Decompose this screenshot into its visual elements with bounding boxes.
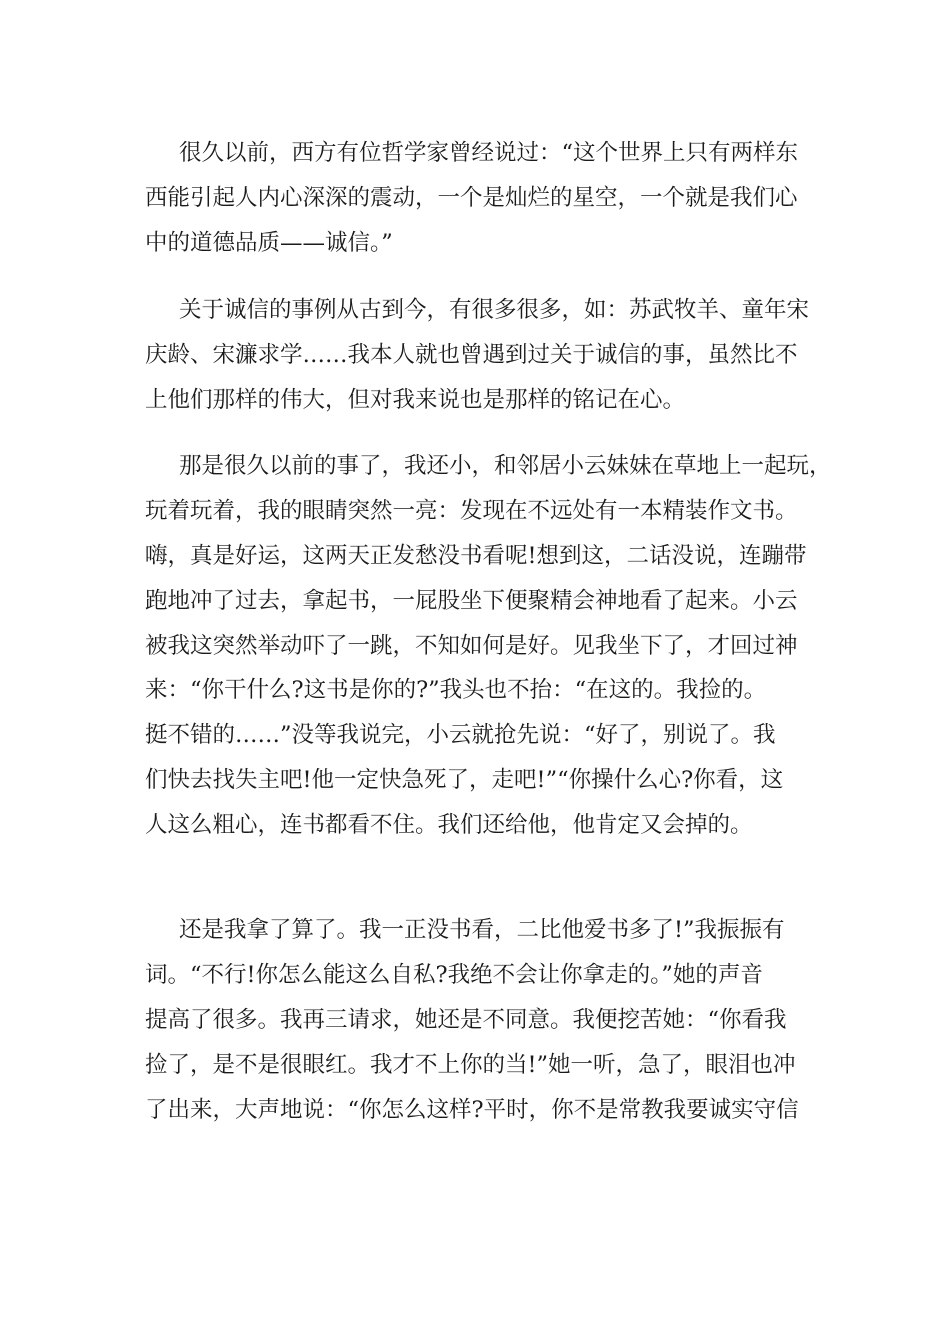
text-line: 西能引起人内心深深的震动，一个是灿烂的星空，一个就是我们心 xyxy=(145,184,798,211)
text-line: 那是很久以前的事了，我还小，和邻居小云妹妹在草地上一起玩， xyxy=(179,453,832,479)
text-line: 跑地冲了过去，拿起书，一屁股坐下便聚精会神地看了起来。小云 xyxy=(145,587,798,614)
text-line: 嗨，真是好运，这两天正发愁没书看呢!想到这，二话没说，连蹦带 xyxy=(145,542,807,569)
paragraph-1 xyxy=(145,131,815,266)
text-line: 玩着玩着，我的眼睛突然一亮：发现在不远处有一本精装作文书。 xyxy=(145,497,798,524)
text-line: 们快去找失主吧!他一定快急死了，走吧!”“你操什么心?你看，这 xyxy=(145,767,784,794)
text-line: 很久以前，西方有位哲学家曾经说过：“这个世界上只有两样东 xyxy=(179,140,799,166)
text-line: 提高了很多。我再三请求，她还是不同意。我便挖苦她：“你看我 xyxy=(145,1006,787,1033)
text-line: 中的道德品质——诚信。” xyxy=(145,229,393,256)
text-line: 来：“你干什么?这书是你的?”我头也不抬：“在这的。我捡的。 xyxy=(145,677,767,704)
text-line: 庆龄、宋濂求学……我本人就也曾遇到过关于诚信的事，虽然比不 xyxy=(145,341,798,368)
text-line: 捡了，是不是很眼红。我才不上你的当!”她一听，急了，眼泪也冲 xyxy=(145,1051,796,1078)
text-line: 了出来，大声地说：“你怎么这样?平时，你不是常教我要诚实守信 xyxy=(145,1096,799,1123)
text-line: 上他们那样的伟大，但对我来说也是那样的铭记在心。 xyxy=(145,386,686,413)
text-line: 人这么粗心，连书都看不住。我们还给他，他肯定又会掉的。 xyxy=(145,812,753,839)
paragraph-3 xyxy=(145,444,832,848)
paragraph-2 xyxy=(145,288,815,423)
paragraph-4 xyxy=(145,908,815,1132)
text-line: 还是我拿了算了。我一正没书看，二比他爱书多了!”我振振有 xyxy=(179,917,785,943)
text-line: 挺不错的……”没等我说完，小云就抢先说：“好了，别说了。我 xyxy=(145,722,776,749)
text-line: 被我这突然举动吓了一跳，不知如何是好。见我坐下了，才回过神 xyxy=(145,632,798,659)
text-line: 词。“不行!你怎么能这么自私?我绝不会让你拿走的。”她的声音 xyxy=(145,961,763,988)
text-line: 关于诚信的事例从古到今，有很多很多，如：苏武牧羊、童年宋 xyxy=(179,297,810,323)
